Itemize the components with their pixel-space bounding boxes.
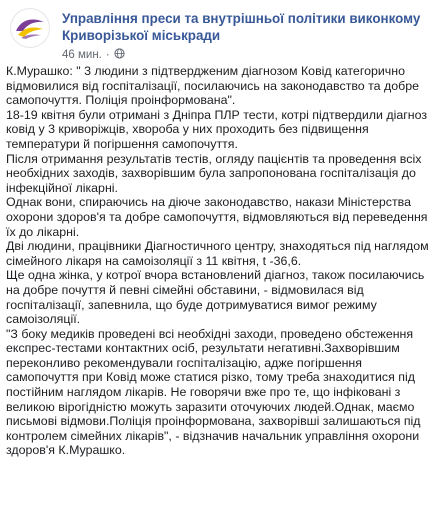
post-paragraph: Однак вони, спираючись на діюче законодавство, накази Міністерства охорони здоров'я та добре самопочуття, відмовляються від переведення їх до лікарні. — [6, 195, 428, 239]
post-paragraph: Після отримання результатів тестів, огляду пацієнтів та проведення всіх необхідних заходів, захворівшим була запропонована госпіталізація до інфекційної лікарні. — [6, 151, 422, 195]
post-paragraph: Дві людини, працівники Діагностичного центру, знаходяться під наглядом сімейного лікаря на самоізоляції з 11 квітня, t -36,6. — [6, 239, 429, 268]
post-paragraph: Ще одна жінка, у котрої вчора встановлений діагноз, також посилаючись на добре почуття й певні сімейні обставини, - відмовилася від госпіталізації, запевнила, що буде дотримуватися вимог режиму самоізоляції. — [6, 268, 425, 327]
post-timestamp[interactable]: 46 мин. — [62, 49, 102, 61]
post-paragraph: "З боку медиків проведені всі необхідні заходи, проведено обстеження експрес-тестами контактних осіб, результати негативні.Захворівшим переконливо рекомендували госпіталізацію, адже погіршення самопочуття при Ковід може статися різко, тому треба знаходитися під постійним наглядом лікарів. Не говорячи вже про те, що інфіковані з великою вірогідністю можуть заразити оточуючих людей.Однак, маємо письмові відмови.Поліція проінформована, захворівші залишаються під контролем сімейних лікарів", - відзначив начальник управління охорони здоров'я К.Мурашко. — [6, 326, 421, 458]
post-meta — [62, 48, 125, 62]
post-header — [10, 6, 430, 61]
page-avatar[interactable] — [10, 8, 50, 48]
city-logo-icon — [13, 15, 47, 41]
post-paragraph: К.Мурашко: " 3 людини з підтвердженим діагнозом Ковід категорично відмовилися від госпіталізації, посилаючись на законодавство та добре самопочуття. Поліція проінформована". — [6, 64, 420, 108]
globe-icon[interactable] — [114, 48, 125, 62]
post-paragraph: 18-19 квітня були отримані з Дніпра ПЛР тести, котрі підтвердили діагноз ковід у 3 криворіжців, хвороба у них проходить без підвищення температури й погіршення самопочуття. — [6, 107, 428, 151]
meta-separator: · — [105, 49, 110, 61]
page-name-link[interactable]: Управління преси та внутрішньої політики виконкому Криворізької міськради — [62, 11, 421, 43]
post-body — [6, 64, 432, 458]
